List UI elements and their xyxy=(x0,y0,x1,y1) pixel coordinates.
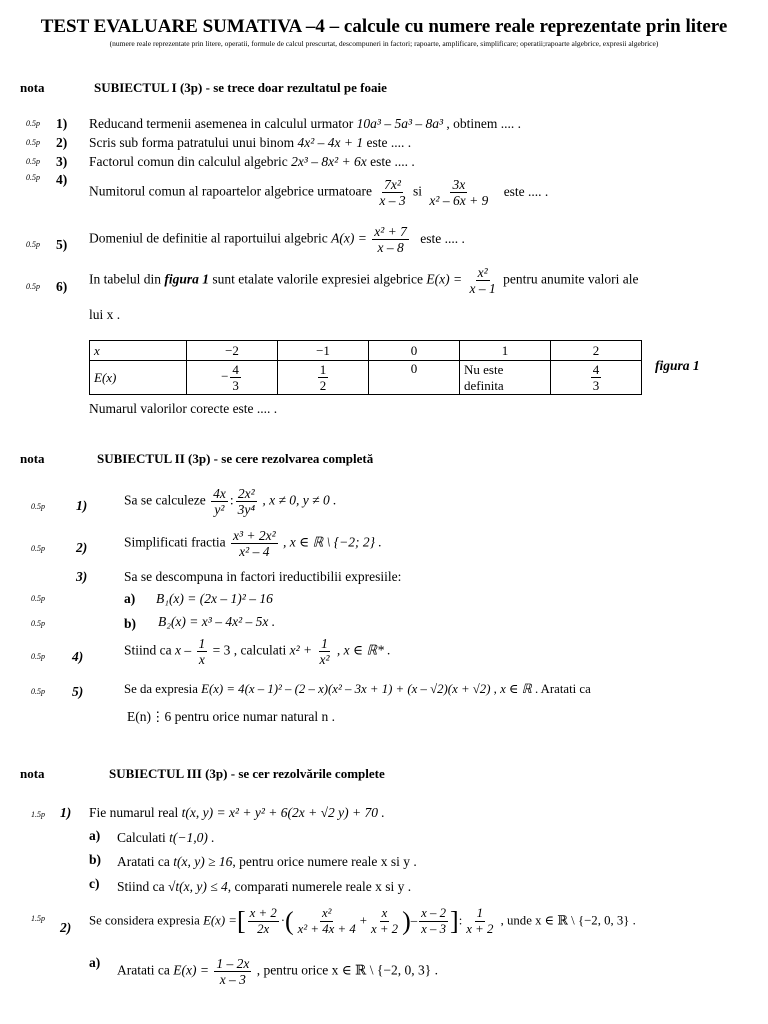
numerator: 2x² xyxy=(237,486,255,501)
table-cell: −1 xyxy=(278,341,369,361)
table-row xyxy=(90,341,642,361)
numerator: 3x xyxy=(452,177,466,192)
fraction xyxy=(468,265,498,296)
table-cell: 0 xyxy=(369,341,460,361)
table-cell xyxy=(460,361,551,395)
table-cell: E(x) xyxy=(90,361,187,395)
fraction xyxy=(231,528,278,559)
question-s2-1 xyxy=(124,486,336,517)
question-text: Stiind ca xyxy=(117,879,165,894)
fraction xyxy=(214,956,251,987)
question-tail: , x ∈ ℝ* . xyxy=(336,642,391,658)
denominator: x + 2 xyxy=(466,922,494,936)
nota-label-1: nota xyxy=(20,80,45,95)
question-s3-1 xyxy=(89,805,385,821)
question-text: Aratati ca xyxy=(117,854,170,869)
points-label: 0.5p xyxy=(26,119,40,128)
points-label: 0.5p xyxy=(31,544,45,553)
fraction xyxy=(427,177,490,208)
cell-text: Nu este xyxy=(464,361,504,377)
cell-text: definita xyxy=(464,377,504,393)
math-lhs: A(x) = xyxy=(331,230,367,246)
denominator: y² xyxy=(214,502,225,517)
question-text: Stiind ca xyxy=(124,642,172,658)
table-row xyxy=(90,361,642,395)
numerator: x² + 7 xyxy=(374,224,407,239)
question-s1-5 xyxy=(89,224,465,255)
item-number: 2) xyxy=(76,540,88,555)
subitem-label: b) xyxy=(124,616,137,631)
open-bracket: [ xyxy=(236,906,246,936)
item-number: 1) xyxy=(60,805,72,820)
table-cell xyxy=(551,361,642,395)
item-number: 1) xyxy=(76,498,88,513)
math-expression: √t(x, y) ≤ 4 xyxy=(168,879,228,894)
item-number: 2) xyxy=(60,920,72,935)
minus-sign: − xyxy=(221,368,229,384)
table-cell: 0 xyxy=(369,361,460,395)
points-label: 0.5p xyxy=(31,502,45,511)
math-expression: t(x, y) = x² + y² + 6(2x + √2 y) + 70 . xyxy=(181,805,385,820)
denominator: x² xyxy=(319,652,330,667)
fraction xyxy=(197,636,208,667)
question-s1-4 xyxy=(89,177,548,208)
numerator: x + 2 xyxy=(249,906,277,920)
subitem-label: a) xyxy=(124,591,136,606)
question-tail: , pentru orice numere reale x si y . xyxy=(232,854,417,869)
denominator: x² + 4x + 4 xyxy=(297,922,356,936)
denominator: x + 2 xyxy=(370,922,399,936)
question-tail: este .... . xyxy=(503,183,549,199)
denominator: x² – 4 xyxy=(239,544,270,559)
table-cell xyxy=(278,361,369,395)
fraction xyxy=(419,906,448,937)
denominator: x xyxy=(198,652,205,667)
math-expression: x² + xyxy=(289,642,313,658)
question-text: Aratati ca xyxy=(117,962,170,978)
math-expression: E(x) = 4(x – 1)² – (2 – x)(x² – 3x + 1) + (x – √2)(x + √2) , x ∈ ℝ xyxy=(201,682,532,696)
numerator: x² xyxy=(321,906,332,920)
question-tail: pentru anumite valori ale xyxy=(503,271,639,287)
item-number: 3) xyxy=(56,154,68,169)
question-text: Calculati xyxy=(117,830,166,845)
question-text: Se da expresia xyxy=(124,682,198,696)
points-label: 0.5p xyxy=(26,157,40,166)
close-paren: ) xyxy=(402,906,411,936)
fraction xyxy=(318,636,332,667)
question-s2-3: Sa se descompuna in factori ireductibilii expresiile: xyxy=(124,569,402,584)
question-s1-2 xyxy=(89,135,411,151)
table-question: Numarul valorilor corecte este .... . xyxy=(89,401,278,416)
question-tail: , obtinem .... . xyxy=(446,116,522,131)
item-number: 4) xyxy=(72,649,84,664)
question-tail: , x ∈ ℝ \ {−2; 2} . xyxy=(283,534,382,550)
numerator: 1 – 2x xyxy=(216,956,250,971)
denominator: x² – 6x + 9 xyxy=(429,193,489,208)
question-s2-2 xyxy=(124,528,382,559)
denominator: x – 1 xyxy=(469,281,496,296)
numerator: x – 2 xyxy=(421,906,447,920)
question-s3-1c xyxy=(117,879,411,895)
points-label: 0.5p xyxy=(31,594,45,603)
question-text: Reducand termenii asemenea in calculul urmator xyxy=(89,116,354,131)
math-lhs: E(x) = xyxy=(203,913,237,928)
numerator: x³ + 2x² xyxy=(232,528,276,543)
math-expression: B₁(x) = (2x – 1)² – 16 xyxy=(156,591,273,606)
question-text: Sa se calculeze xyxy=(124,492,206,508)
values-table xyxy=(89,340,642,395)
points-label: 0.5p xyxy=(26,138,40,147)
question-tail: , unde x ∈ ℝ \ {−2, 0, 3} . xyxy=(500,913,636,928)
subitem-label: a) xyxy=(89,955,101,970)
item-number: 3) xyxy=(76,569,88,584)
numerator: x xyxy=(381,906,388,920)
question-text: Factorul comun din calculul algebric xyxy=(89,154,288,169)
question-text: Simplificati fractia xyxy=(124,534,226,550)
question-s2-4 xyxy=(124,636,391,667)
open-paren: ( xyxy=(285,906,294,936)
question-s1-6-line2: lui x . xyxy=(89,307,121,322)
subiect-2-heading: SUBIECTUL II (3p) - se cere rezolvarea completă xyxy=(97,451,374,466)
question-s2-5 xyxy=(124,682,591,697)
math-expression: 4x² – 4x + 1 xyxy=(297,135,364,150)
question-tail: , x ≠ 0, y ≠ 0 . xyxy=(262,492,337,508)
points-label: 0.5p xyxy=(26,282,40,291)
numerator: 1 xyxy=(321,636,328,651)
table-cell: x xyxy=(90,341,187,361)
nota-label-3: nota xyxy=(20,766,45,781)
question-text: In tabelul din xyxy=(89,271,161,287)
subiect-3-heading: SUBIECTUL III (3p) - se cer rezolvările complete xyxy=(109,766,385,781)
close-bracket: ] xyxy=(450,906,459,936)
numerator: 4 xyxy=(592,362,600,377)
nota-label-2: nota xyxy=(20,451,45,466)
subitem-label: c) xyxy=(89,876,100,891)
fraction xyxy=(236,486,257,517)
numerator: 1 xyxy=(319,362,327,377)
fraction xyxy=(377,177,407,208)
denominator: x – 3 xyxy=(219,972,246,987)
table-cell: 1 xyxy=(460,341,551,361)
denominator: 3 xyxy=(232,378,239,393)
fraction xyxy=(464,906,495,937)
denominator: 3 xyxy=(592,378,600,393)
question-text: Domeniul de definitie al raportuilui algebric xyxy=(89,230,328,246)
subitem-label: a) xyxy=(89,828,101,843)
question-s2-5-line2: E(n)⋮6 pentru orice numar natural n . xyxy=(127,709,336,724)
math-expression: B₂(x) = x³ – 4x² – 5x . xyxy=(158,614,276,629)
points-label: 1.5p xyxy=(31,914,45,923)
item-number: 5) xyxy=(72,684,84,699)
question-s1-1 xyxy=(89,116,521,132)
question-tail: este .... . xyxy=(366,135,412,150)
denominator: 2 xyxy=(319,378,327,393)
page-subtitle: (numere reale reprezentate prin litere, operatii, formule de calcul prescurtat, descompuneri in factori; rapoarte, amplificare, simplificare; operatii;rapoarte algebrice, expresii algebrice) xyxy=(109,39,659,48)
math-expression: 2x³ – 8x² + 6x xyxy=(291,154,367,169)
fraction xyxy=(369,906,400,937)
item-number: 1) xyxy=(56,116,68,131)
table-cell: −2 xyxy=(187,341,278,361)
item-number: 5) xyxy=(56,237,68,252)
points-label: 1.5p xyxy=(31,810,45,819)
numerator: x² xyxy=(477,265,488,280)
figure-label: figura 1 xyxy=(655,358,700,373)
denominator: x – 3 xyxy=(421,922,447,936)
question-s3-2a xyxy=(117,956,438,987)
item-number: 2) xyxy=(56,135,68,150)
points-label: 0.5p xyxy=(31,687,45,696)
question-s3-2: Se considera expresia E(x) =[ $\frac{x + 2}{2x}$ ·( $\frac{\text{x²}}{\text{x² + 4x + 4}}$ + $\frac{x}{x + 2}$ )– $\frac{x - 2}{x - 3}$ ]: $\frac{1}{x + 2}$ , unde x ∈ ℝ \ {−2, 0, 3} . xyxy=(89,906,636,936)
fraction xyxy=(296,906,358,937)
denominator: x – 8 xyxy=(377,240,404,255)
denominator: 3y⁴ xyxy=(237,502,256,517)
denominator: 2x xyxy=(257,922,270,936)
numerator: 1 xyxy=(198,636,206,651)
points-label: 0.5p xyxy=(26,240,40,249)
question-tail: , pentru orice x ∈ ℝ \ {−2, 0, 3} . xyxy=(256,962,438,978)
question-tail: este .... . xyxy=(370,154,415,169)
points-label: 0.5p xyxy=(26,173,40,182)
question-text: Se considera expresia xyxy=(89,913,200,928)
question-text: Scris sub forma patratului unui binom xyxy=(89,135,295,150)
fraction xyxy=(248,906,279,937)
question-tail: . Aratati ca xyxy=(534,682,591,696)
question-s1-3 xyxy=(89,154,415,170)
math-expression: t(x, y) ≥ 16 xyxy=(173,854,233,869)
question-tail: este .... . xyxy=(420,230,465,246)
question-s3-1a xyxy=(117,830,215,846)
math-expression: x – xyxy=(175,642,192,658)
table-cell: 2 xyxy=(551,341,642,361)
operator: : xyxy=(229,492,234,508)
item-number: 6) xyxy=(56,279,68,294)
fraction xyxy=(211,486,228,517)
numerator: 4 xyxy=(232,362,239,377)
table-cell xyxy=(187,361,278,395)
question-text: Numitorul comun al rapoartelor algebrice urmatoare xyxy=(89,183,373,199)
subiect-1-heading: SUBIECTUL I (3p) - se trece doar rezultatul pe foaie xyxy=(94,80,387,95)
connector-text: si xyxy=(413,183,423,199)
question-tail: , comparati numerele reale x si y . xyxy=(227,879,412,894)
question-text: Fie numarul real xyxy=(89,805,179,820)
question-text: sunt etalate valorile expresiei algebrice xyxy=(212,271,424,287)
points-label: 0.5p xyxy=(31,619,45,628)
points-label: 0.5p xyxy=(31,652,45,661)
math-expression: 10a³ – 5a³ – 8a³ xyxy=(356,116,444,131)
math-lhs: E(x) = xyxy=(173,962,209,978)
item-number: 4) xyxy=(56,172,68,187)
fraction xyxy=(591,362,602,393)
page-title: TEST EVALUARE SUMATIVA –4 – calcule cu numere reale reprezentate prin litere xyxy=(40,16,728,37)
fraction xyxy=(230,362,241,393)
numerator: 4x xyxy=(213,486,226,501)
denominator: x – 3 xyxy=(379,193,406,208)
figure-reference: figura 1 xyxy=(164,271,209,287)
fraction xyxy=(318,362,329,393)
question-s1-6 xyxy=(89,265,638,296)
subitem-label: b) xyxy=(89,852,102,867)
question-s3-1b xyxy=(117,854,417,870)
numerator: 7x² xyxy=(384,177,401,192)
question-text: = 3 , calculati xyxy=(212,642,287,658)
numerator: 1 xyxy=(476,906,484,920)
math-expression: t(−1,0) . xyxy=(169,830,215,845)
fraction xyxy=(372,224,409,255)
math-lhs: E(x) = xyxy=(426,271,463,287)
